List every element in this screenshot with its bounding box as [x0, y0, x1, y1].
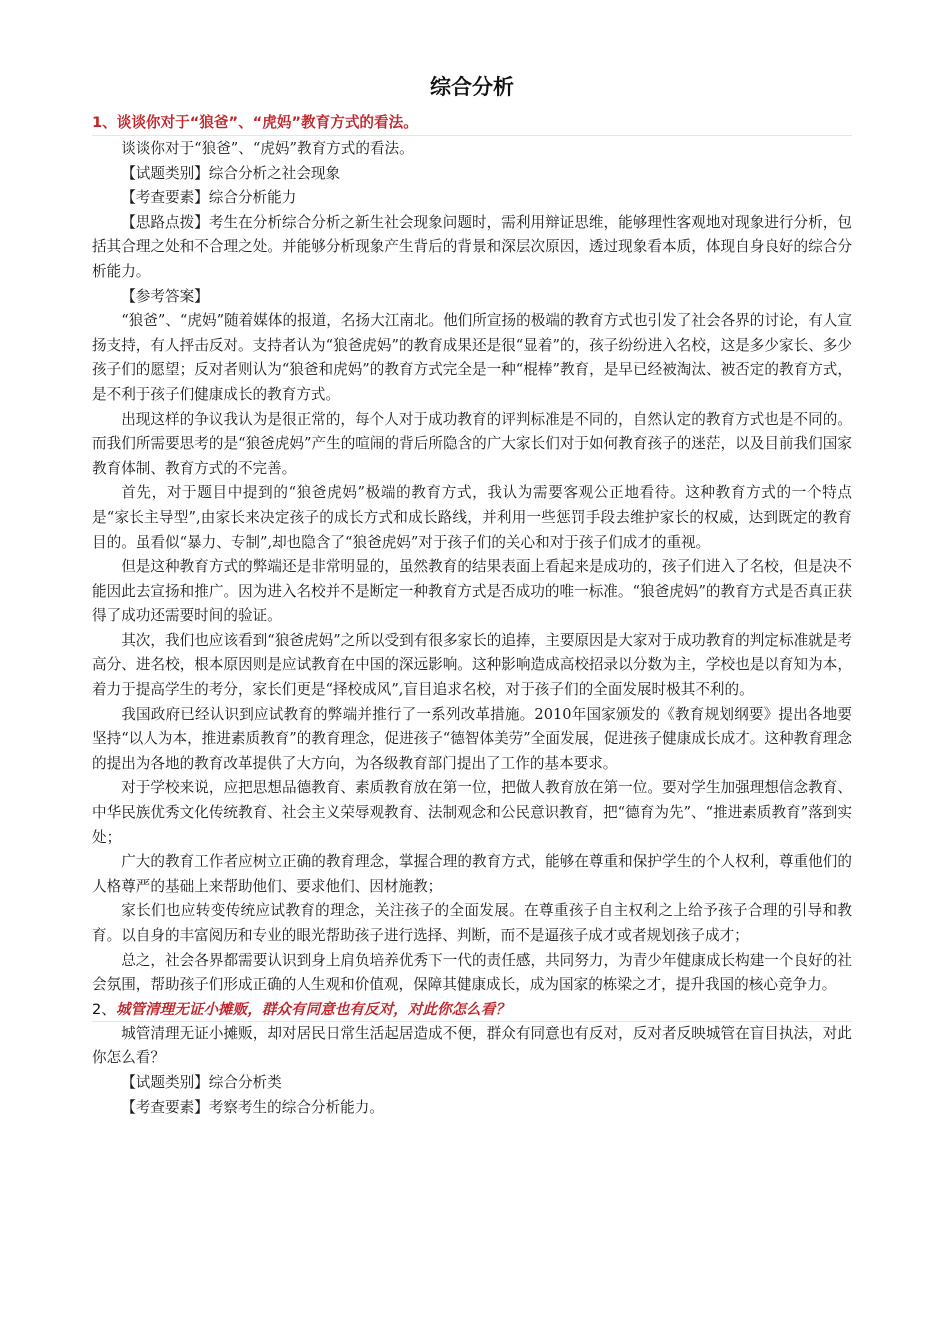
question-2-number: 2、 — [92, 1000, 116, 1018]
q1-paragraph: 但是这种教育方式的弊端还是非常明显的，虽然教育的结果表面上看起来是成功的，孩子们进入了名校，但是决不能因此去宣扬和推广。因为进入名校并不是断定一种教育方式是否成功的唯一标准。“狼爸虎妈”的教育方式是否真正获得了成功还需要时间的验证。 — [92, 558, 852, 625]
q1-paragraph: 家长们也应转变传统应试教育的理念，关注孩子的全面发展。在尊重孩子自主权利之上给予孩子合理的引导和教育。以自身的丰富阅历和专业的眼光帮助孩子进行选择、判断，而不是逼孩子成才或者规划孩子成才； — [92, 902, 852, 944]
q1-paragraph: “狼爸”、“虎妈”随着媒体的报道，名扬大江南北。他们所宣扬的极端的教育方式也引发了社会各界的讨论，有人宣扬支持，有人抨击反对。支持者认为“狼爸虎妈”的教育成果还是很“显着”的，孩子纷纷进入名校，这是多少家长、多少孩子们的愿望；反对者则认为“狼爸和虎妈”的教育方式完全是一种“棍棒”教育，是早已经被淘汰、被否定的教育方式，是不利于孩子们健康成长的教育方式。 — [92, 312, 852, 403]
q1-paragraph: 我国政府已经认识到应试教育的弊端并推行了一系列改革措施。2010年国家颁发的《教育规划纲要》提出各地要坚持“以人为本，推进素质教育”的教育理念，促进孩子“德智体美劳”全面发展，促进孩子健康成长成才。这种教育理念的提出为各地的教育改革提供了大方向，为各级教育部门提出了工作的基本要求。 — [92, 705, 852, 772]
q1-paragraph: 对于学校来说，应把思想品德教育、素质教育放在第一位，把做人教育放在第一位。要对学生加强理想信念教育、中华民族优秀文化传统教育、社会主义荣辱观教育、法制观念和公民意识教育，把“德育为先”、“推进素质教育”落到实处； — [92, 779, 852, 846]
document-page — [92, 72, 852, 1120]
q2-paragraph: 【试题类别】综合分析类 — [121, 1073, 282, 1091]
question-1-heading: 1、谈谈你对于“狼爸”、“虎妈”教育方式的看法。 — [92, 112, 852, 136]
q1-paragraph: 【参考答案】 — [121, 287, 209, 305]
q1-paragraph: 总之，社会各界都需要认识到身上肩负培养优秀下一代的责任感，共同努力，为青少年健康成长构建一个良好的社会氛围，帮助孩子们形成正确的人生观和价值观，保障其健康成长，成为国家的栋梁之才，提升我国的核心竞争力。 — [92, 951, 852, 994]
q1-paragraph: 首先，对于题目中提到的“狼爸虎妈”极端的教育方式，我认为需要客观公正地看待。这种教育方式的一个特点是“家长主导型”,由家长来决定孩子的成长方式和成长路线，并利用一些惩罚手段去维护家长的权威，达到既定的教育目的。虽看似“暴力、专制”,却也隐含了“狼爸虎妈”对于孩子们的关心和对于孩子们成才的重视。 — [92, 484, 852, 551]
q1-paragraph: 【思路点拨】考生在分析综合分析之新生社会现象问题时，需利用辩证思维，能够理性客观地对现象进行分析，包括其合理之处和不合理之处。并能够分析现象产生背后的背景和深层次原因，透过现象看本质，体现自身良好的综合分析能力。 — [92, 213, 852, 280]
q1-paragraph: 其次，我们也应该看到“狼爸虎妈”之所以受到有很多家长的追捧，主要原因是大家对于成功教育的判定标准就是考高分、进名校，根本原因则是应试教育在中国的深远影响。这种影响造成高校招录以分数为主，学校也是以育知为本，着力于提高学生的考分，家长们更是“择校成风”,盲目追求名校，对于孩子们的全面发展时极其不利的。 — [92, 631, 852, 699]
q1-paragraph: 【考查要素】综合分析能力 — [121, 189, 297, 207]
question-2-heading — [92, 999, 852, 1022]
document-title: 综合分析 — [430, 75, 514, 99]
q1-paragraph: 谈谈你对于“狼爸”、“虎妈”教育方式的看法。 — [121, 140, 414, 157]
q1-paragraph: 广大的教育工作者应树立正确的教育理念，掌握合理的教育方式，能够在尊重和保护学生的个人权利，尊重他们的人格尊严的基础上来帮助他们、要求他们、因材施教； — [92, 853, 852, 895]
q1-paragraph: 【试题类别】综合分析之社会现象 — [121, 164, 341, 182]
question-2-text: 城管清理无证小摊贩，群众有同意也有反对，对此你怎么看？ — [115, 1000, 510, 1018]
q2-paragraph: 【考查要素】考察考生的综合分析能力。 — [121, 1098, 384, 1116]
q2-paragraph: 城管清理无证小摊贩，却对居民日常生活起居造成不便，群众有同意也有反对，反对者反映城管在盲目执法，对此你怎么看？ — [92, 1024, 852, 1067]
q1-paragraph: 出现这样的争议我认为是很正常的，每个人对于成功教育的评判标准是不同的，自然认定的教育方式也是不同的。而我们所需要思考的是“狼爸虎妈”产生的喧闹的背后所隐含的广大家长们对于如何教育孩子的迷茫，以及目前我们国家教育体制、教育方式的不完善。 — [92, 410, 852, 477]
